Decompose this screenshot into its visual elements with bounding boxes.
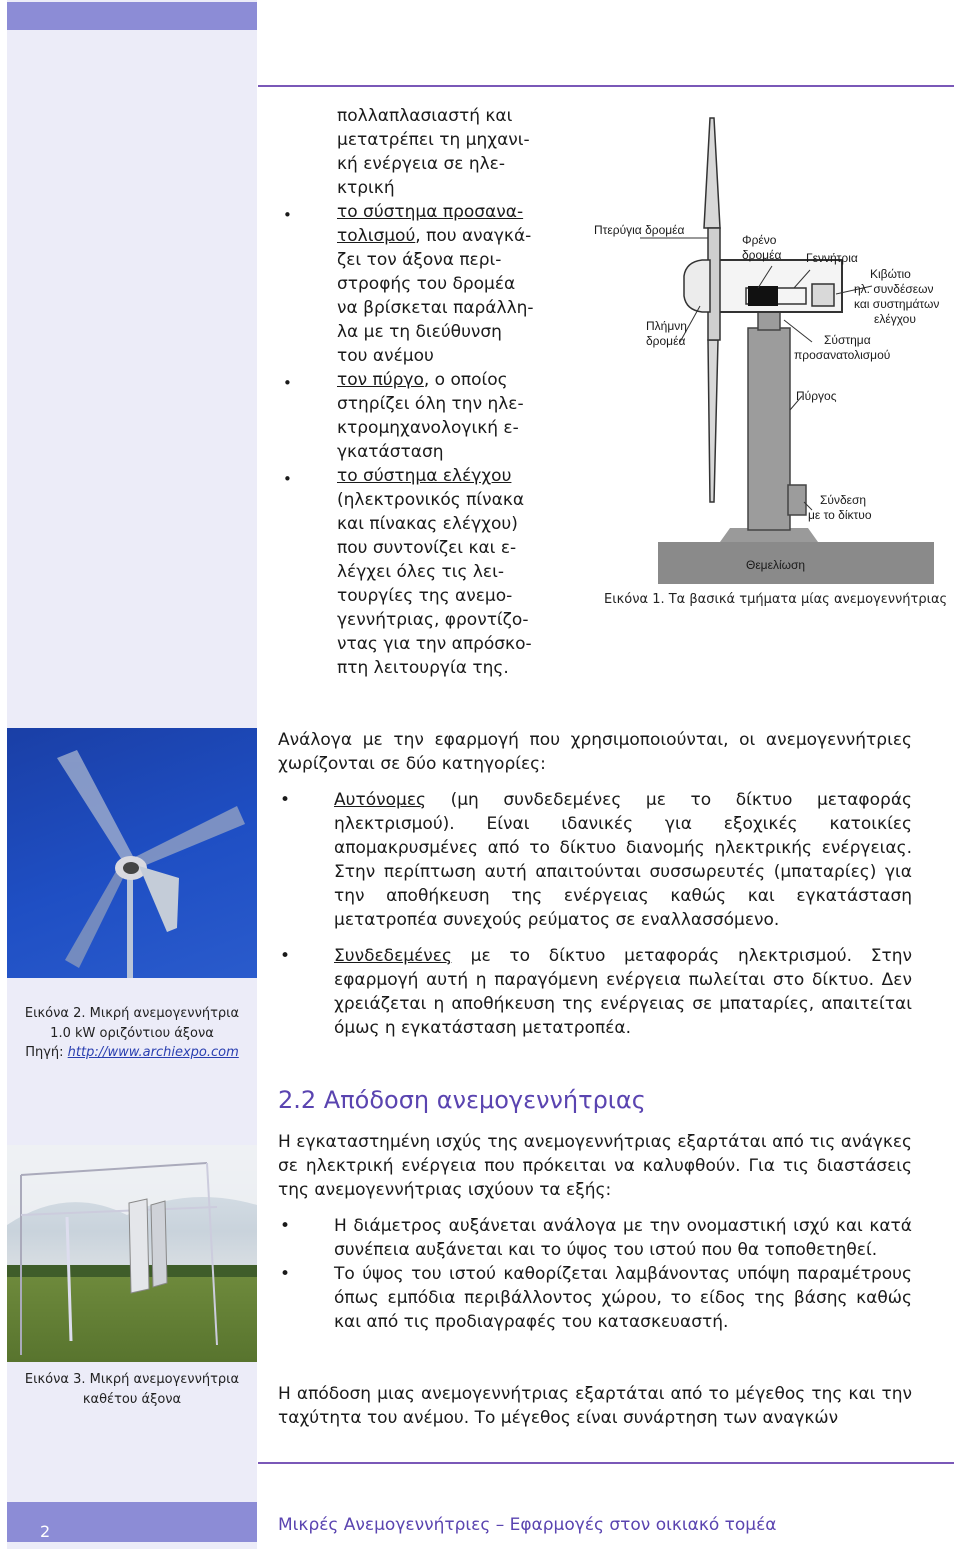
text-line: τον πύργο, ο οποίος bbox=[337, 370, 508, 390]
text-line: λέγχει όλες τις λει- bbox=[337, 562, 505, 582]
upper-blade bbox=[704, 118, 720, 228]
caption-line: 1.0 kW οριζόντιου άξονα bbox=[50, 1025, 214, 1041]
intro-paragraph: Ανάλογα με την εφαρμογή που χρησιμοποιούνται, οι ανεμογεννήτριες χωρίζονται σε δύο κατηγορίες: bbox=[278, 730, 912, 774]
text-line: κτρομηχανολογική ε- bbox=[337, 418, 519, 438]
section-heading: 2.2 Απόδοση ανεμογεννήτριας bbox=[278, 1086, 646, 1114]
generator-block bbox=[748, 286, 778, 306]
top-column-text bbox=[337, 104, 543, 680]
text-line: ζει τον άξονα περι- bbox=[337, 250, 502, 270]
list-item: • Συνδεδεμένες με το δίκτυο μεταφοράς ηλεκτρισμού. Στην εφαρμογή αυτή η παραγόμενη ενέργεια πωλείται στο δίκτυο. Δεν χρειάζεται η αποθήκευση της ενέργειας σε μπαταρίες, απαιτείται όμως η εγκατάσταση μετατροπέα. bbox=[280, 946, 912, 1038]
bullet: • bbox=[280, 1216, 291, 1236]
tower bbox=[748, 328, 790, 530]
text-line: γεννήτριας, φροντίζο- bbox=[337, 610, 529, 630]
figure1-caption: Εικόνα 1. Τα βασικά τμήματα μίας ανεμογεννήτριας bbox=[604, 592, 948, 607]
bullet: • bbox=[280, 790, 291, 810]
label-blades: Πτερύγια δρομέα bbox=[594, 223, 685, 237]
source-link[interactable]: http://www.archiexpo.com bbox=[67, 1045, 239, 1060]
text-line: ντας για την απρόσκο- bbox=[337, 634, 532, 654]
turbine-diagram bbox=[580, 110, 956, 585]
list-item: • Η διάμετρος αυξάνεται ανάλογα με την ονομαστική ισχύ και κατά συνέπεια αυξάνεται και το ύψος του ιστού που θα τοποθετηθεί. bbox=[280, 1216, 912, 1260]
bottom-rule bbox=[258, 1462, 954, 1464]
figure2-photo bbox=[7, 728, 257, 978]
bullet: • bbox=[280, 1264, 291, 1284]
list-item: • Αυτόνομες (μη συνδεδεμένες με το δίκτυο μεταφοράς ηλεκτρισμού). Είναι ιδανικές για εξοχικές κατοικίες απομακρυσμένες από το δίκτυο διανομής ηλεκτρικής ενέργειας. Στην περίπτωση αυτή απαιτούνται συσσωρευτές (μπαταρίες) για την αποθήκευση της ενέργειας καθώς και εγκατάσταση μετατροπέα συνεχούς ρεύματος σε εναλλασσόμενο. bbox=[280, 790, 912, 930]
text-line: το σύστημα ελέγχου bbox=[337, 466, 512, 486]
bullet: • bbox=[283, 470, 292, 488]
hub bbox=[684, 260, 710, 312]
top-rule bbox=[258, 85, 954, 87]
text-line: πτη λειτουργία της. bbox=[337, 658, 509, 678]
lower-blade bbox=[708, 340, 718, 502]
label-foundation: Θεμελίωση bbox=[746, 558, 806, 572]
text-line: στροφής του δρομέα bbox=[337, 274, 516, 294]
sidebar-top-bar bbox=[7, 2, 257, 30]
text-line: μετατρέπει τη μηχανι- bbox=[337, 130, 530, 150]
text-line: γκατάσταση bbox=[337, 442, 444, 462]
text-line: και πίνακας ελέγχου) bbox=[337, 514, 518, 534]
bullet: • bbox=[283, 374, 292, 392]
list-item: • Το ύψος του ιστού καθορίζεται λαμβάνοντας υπόψη παραμέτρους όπως εμπόδια περιβάλλοντος χώρου, το είδος της βάσης καθώς και από τις προδιαγραφές του κατασκευαστή. bbox=[280, 1264, 912, 1332]
text-line: το σύστημα προσανα- bbox=[337, 202, 524, 222]
page-number: 2 bbox=[40, 1522, 51, 1541]
caption-line: Πηγή: http://www.archiexpo.com bbox=[25, 1045, 239, 1060]
label-hub: Πλήμνη δρομέα bbox=[646, 319, 687, 348]
label-yaw: Σύστημα προσανατολισμού bbox=[794, 333, 891, 362]
figure3-photo bbox=[7, 1145, 257, 1362]
bullet: • bbox=[280, 946, 291, 966]
section-paragraph: Η εγκαταστημένη ισχύς της ανεμογεννήτριας εξαρτάται από τις ανάγκες σε ηλεκτρική ενέργεια που πρόκειται να καλυφθούν. Για τις διαστάσεις της ανεμογεννήτριας ισχύουν τα εξής: bbox=[278, 1132, 912, 1200]
figure3-caption bbox=[7, 1370, 257, 1409]
text-line: που συντονίζει και ε- bbox=[337, 538, 517, 558]
label-brake: Φρένο δρομέα bbox=[742, 233, 782, 262]
caption-line: Εικόνα 3. Μικρή ανεμογεννήτρια bbox=[24, 1372, 240, 1387]
text-line: λα με τη διεύθυνση bbox=[337, 322, 502, 342]
text-line: στηρίζει όλη την ηλε- bbox=[337, 394, 524, 414]
categories-list bbox=[278, 788, 912, 1040]
text-line: πολλαπλασιαστή και bbox=[337, 106, 513, 126]
caption-line: Εικόνα 2. Μικρή ανεμογεννήτρια bbox=[24, 1006, 240, 1021]
footer-title: Μικρές Ανεμογεννήτριες – Εφαρμογές στον οικιακό τομέα bbox=[278, 1515, 777, 1535]
caption-line: καθέτου άξονα bbox=[82, 1391, 182, 1407]
bullet: • bbox=[283, 206, 292, 224]
text-line: τουργίες της ανεμο- bbox=[337, 586, 513, 606]
figure2-caption bbox=[7, 1004, 257, 1063]
text-line: να βρίσκεται παράλλη- bbox=[337, 298, 534, 318]
text-line: κτρική bbox=[337, 178, 395, 198]
grid-connection-box bbox=[788, 485, 806, 515]
label-tower: Πύργος bbox=[796, 389, 837, 403]
text-line: τολισμού, που αναγκά- bbox=[337, 226, 532, 246]
control-box bbox=[812, 284, 834, 306]
text-line: (ηλεκτρονικός πίνακα bbox=[337, 490, 525, 510]
section-list bbox=[278, 1214, 912, 1334]
label-generator: Γεννήτρια bbox=[806, 251, 858, 265]
label-control-box: Κιβώτιο ηλ. συνδέσεων και συστημάτων ελέγχου bbox=[854, 267, 940, 326]
label-grid: Σύνδεση με το δίκτυο bbox=[808, 493, 872, 522]
closing-paragraph: Η απόδοση μιας ανεμογεννήτριας εξαρτάται από το μέγεθος της και την ταχύτητα του ανέμου. Το μέγεθος είναι συνάρτηση των αναγκών bbox=[278, 1384, 912, 1428]
text-line: κή ενέργεια σε ηλε- bbox=[337, 154, 505, 174]
text-line: του ανέμου bbox=[337, 346, 434, 366]
